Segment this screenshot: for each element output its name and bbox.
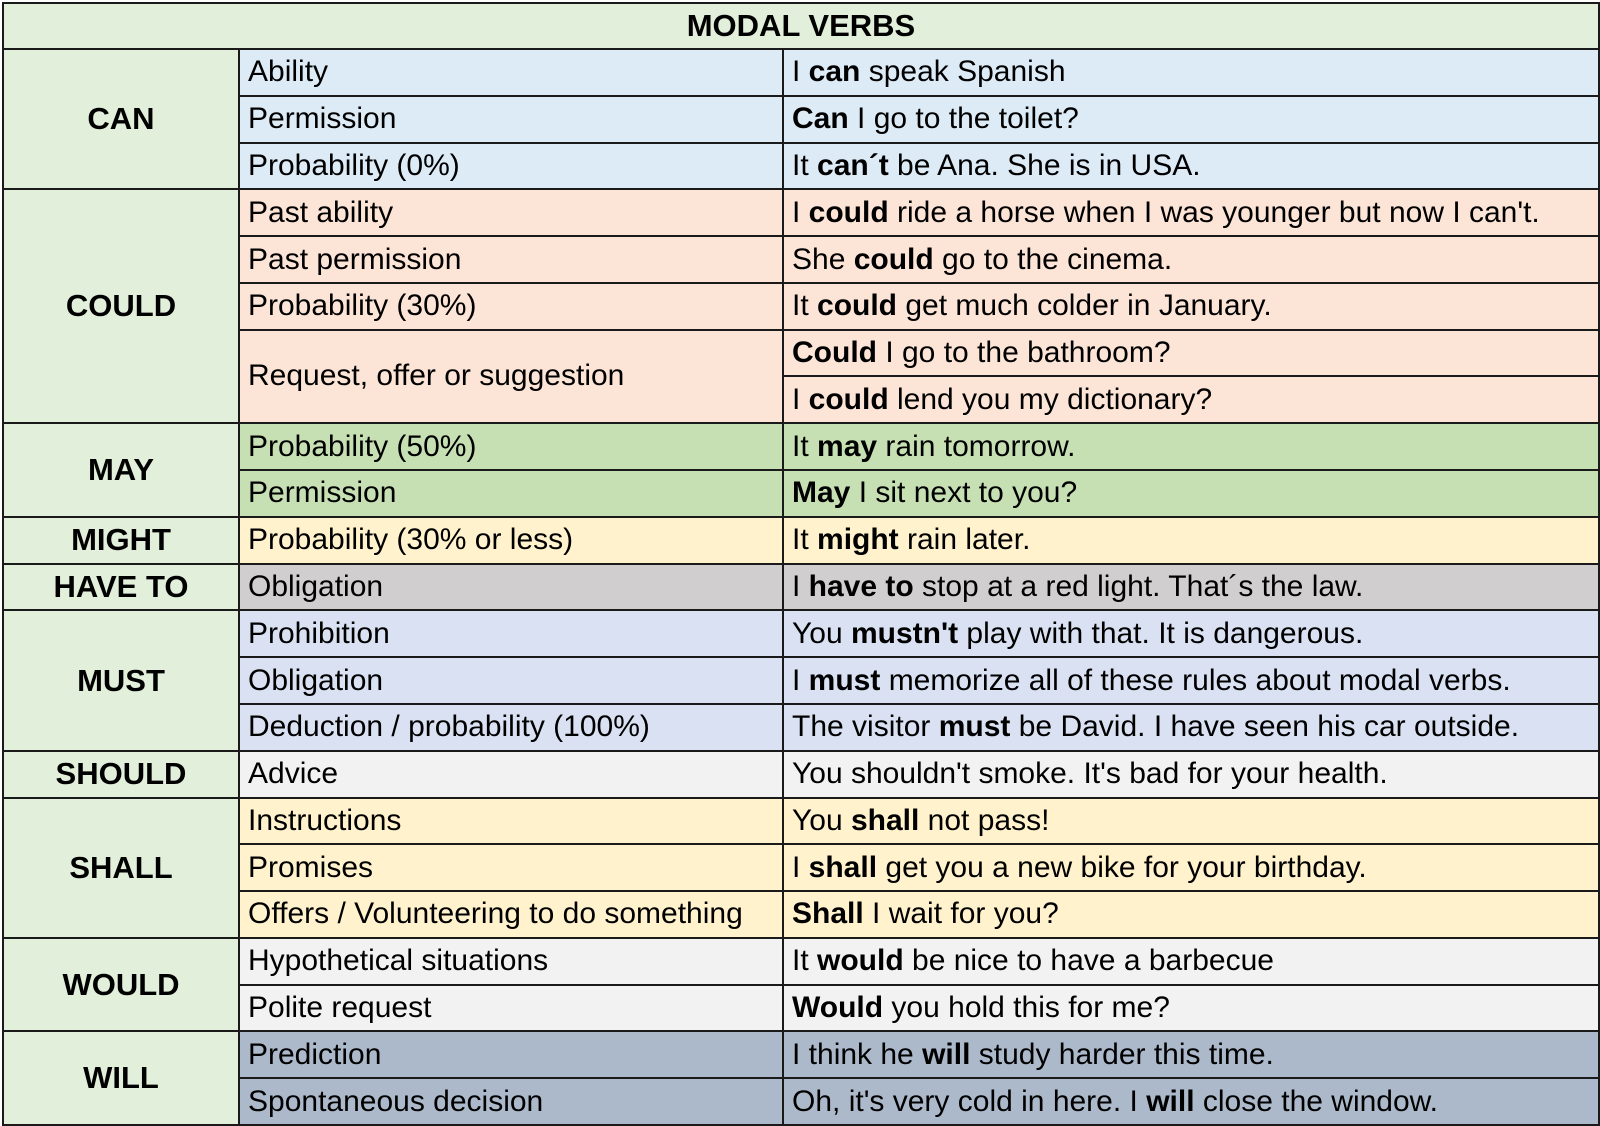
example-text: It xyxy=(792,429,818,463)
example-text: speak Spanish xyxy=(860,55,1066,89)
table-row xyxy=(3,423,1599,470)
table-row xyxy=(3,330,1599,377)
example-text: I sit next to you? xyxy=(850,476,1078,510)
modal-verb-highlight: would xyxy=(817,944,904,978)
table-row xyxy=(3,283,1599,330)
example-cell xyxy=(783,985,1599,1032)
modal-verb-highlight: will xyxy=(922,1037,971,1071)
title-row xyxy=(3,3,1599,49)
modal-verb-highlight: Would xyxy=(792,991,884,1025)
table-row xyxy=(3,844,1599,891)
example-text: lend you my dictionary? xyxy=(888,382,1213,416)
modal-verb-highlight: could xyxy=(817,289,898,323)
example-text: I xyxy=(792,663,809,697)
modal-verb-highlight: shall xyxy=(808,850,878,884)
example-text: rain later. xyxy=(898,523,1031,557)
table-row xyxy=(3,891,1599,938)
usage-cell: Promises xyxy=(239,844,783,891)
example-text: I go to the toilet? xyxy=(848,102,1079,136)
modal-verb-highlight: may xyxy=(817,429,878,463)
example-text: memorize all of these rules about modal verbs. xyxy=(880,663,1511,697)
example-text: you hold this for me? xyxy=(883,991,1170,1025)
example-cell xyxy=(783,844,1599,891)
example-text: It xyxy=(792,523,818,557)
table-row xyxy=(3,564,1599,611)
usage-cell: Advice xyxy=(239,751,783,798)
modal-verb-highlight: mustn't xyxy=(850,616,959,650)
modal-verb-cell: WILL xyxy=(3,1031,239,1125)
usage-cell: Past ability xyxy=(239,189,783,236)
modal-verb-cell: COULD xyxy=(3,189,239,423)
example-cell xyxy=(783,1031,1599,1078)
example-text: It xyxy=(792,289,818,323)
example-text: ride a horse when I was younger but now I can't. xyxy=(888,195,1540,229)
usage-cell: Probability (50%) xyxy=(239,423,783,470)
example-text: be David. I have seen his car outside. xyxy=(1010,710,1520,744)
modal-verb-highlight: might xyxy=(817,523,899,557)
table-row xyxy=(3,143,1599,190)
usage-cell: Probability (30% or less) xyxy=(239,517,783,564)
table-row xyxy=(3,657,1599,704)
modal-verb-highlight: will xyxy=(1146,1084,1195,1118)
modal-verb-cell: MAY xyxy=(3,423,239,517)
usage-cell: Polite request xyxy=(239,985,783,1032)
table-row xyxy=(3,517,1599,564)
example-text: I xyxy=(792,382,809,416)
modal-verb-highlight: must xyxy=(938,710,1011,744)
modal-verb-highlight: Can xyxy=(792,102,849,136)
example-text: You xyxy=(792,616,851,650)
modal-verb-highlight: shall xyxy=(850,803,920,837)
example-text: Oh, it's very cold in here. I xyxy=(792,1084,1147,1118)
usage-cell: Instructions xyxy=(239,798,783,845)
table-row xyxy=(3,470,1599,517)
example-cell xyxy=(783,283,1599,330)
table-title: MODAL VERBS xyxy=(3,3,1599,49)
example-text: I go to the bathroom? xyxy=(876,336,1171,370)
table-row xyxy=(3,189,1599,236)
modal-verb-highlight: could xyxy=(808,382,889,416)
example-cell xyxy=(783,330,1599,377)
modal-verb-highlight: can´t xyxy=(817,148,889,182)
example-cell xyxy=(783,564,1599,611)
table-body xyxy=(3,49,1599,1125)
usage-cell: Probability (30%) xyxy=(239,283,783,330)
example-text: rain tomorrow. xyxy=(877,429,1076,463)
example-text: study harder this time. xyxy=(970,1037,1274,1071)
example-text: I xyxy=(792,569,809,603)
modal-verb-cell: MUST xyxy=(3,610,239,750)
example-text: get much colder in January. xyxy=(897,289,1272,323)
example-text: stop at a red light. That´s the law. xyxy=(913,569,1364,603)
usage-cell: Hypothetical situations xyxy=(239,938,783,985)
table-row xyxy=(3,1031,1599,1078)
example-text: It xyxy=(792,148,818,182)
modal-verb-highlight: could xyxy=(808,195,889,229)
usage-cell: Permission xyxy=(239,96,783,143)
usage-cell: Ability xyxy=(239,49,783,96)
modal-verb-highlight: May xyxy=(792,476,851,510)
example-cell xyxy=(783,96,1599,143)
usage-cell: Offers / Volunteering to do something xyxy=(239,891,783,938)
example-text: go to the cinema. xyxy=(933,242,1173,276)
example-cell xyxy=(783,49,1599,96)
example-cell xyxy=(783,704,1599,751)
example-text: You shouldn't smoke. It's bad for your health. xyxy=(792,757,1388,791)
modal-verb-cell: HAVE TO xyxy=(3,564,239,611)
usage-cell: Obligation xyxy=(239,657,783,704)
example-text: It xyxy=(792,944,818,978)
example-cell xyxy=(783,517,1599,564)
example-text: I xyxy=(792,55,809,89)
example-text: I think he xyxy=(792,1037,923,1071)
modal-verbs-table xyxy=(2,2,1600,1126)
table-row xyxy=(3,938,1599,985)
example-cell xyxy=(783,938,1599,985)
table-row xyxy=(3,610,1599,657)
example-cell xyxy=(783,189,1599,236)
example-cell xyxy=(783,470,1599,517)
modal-verb-highlight: have to xyxy=(808,569,914,603)
table-row xyxy=(3,49,1599,96)
example-text: I wait for you? xyxy=(863,897,1059,931)
usage-cell: Request, offer or suggestion xyxy=(239,330,783,424)
table-row xyxy=(3,985,1599,1032)
example-cell xyxy=(783,143,1599,190)
usage-cell: Obligation xyxy=(239,564,783,611)
modal-verb-highlight: could xyxy=(853,242,934,276)
example-text: The visitor xyxy=(792,710,939,744)
modal-verb-highlight: can xyxy=(808,55,861,89)
table-row xyxy=(3,96,1599,143)
usage-cell: Probability (0%) xyxy=(239,143,783,190)
table-row xyxy=(3,1078,1599,1125)
example-cell xyxy=(783,236,1599,283)
modal-verb-cell: SHALL xyxy=(3,798,239,938)
example-text: play with that. It is dangerous. xyxy=(958,616,1364,650)
example-cell xyxy=(783,423,1599,470)
modal-verb-cell: WOULD xyxy=(3,938,239,1032)
example-text: You xyxy=(792,803,851,837)
modal-verb-cell: MIGHT xyxy=(3,517,239,564)
example-cell xyxy=(783,1078,1599,1125)
example-text: be nice to have a barbecue xyxy=(903,944,1274,978)
table-row xyxy=(3,704,1599,751)
example-cell xyxy=(783,657,1599,704)
example-cell xyxy=(783,798,1599,845)
modal-verb-highlight: Shall xyxy=(792,897,864,931)
example-text: not pass! xyxy=(919,803,1050,837)
example-cell xyxy=(783,891,1599,938)
example-text: be Ana. She is in USA. xyxy=(888,148,1201,182)
example-cell xyxy=(783,610,1599,657)
modal-verb-cell: CAN xyxy=(3,49,239,189)
example-text: She xyxy=(792,242,854,276)
modal-verb-highlight: Could xyxy=(792,336,877,370)
example-cell xyxy=(783,751,1599,798)
example-text: I xyxy=(792,850,809,884)
usage-cell: Past permission xyxy=(239,236,783,283)
example-text: get you a new bike for your birthday. xyxy=(877,850,1367,884)
usage-cell: Permission xyxy=(239,470,783,517)
modal-verb-cell: SHOULD xyxy=(3,751,239,798)
table-row xyxy=(3,236,1599,283)
modal-verb-highlight: must xyxy=(808,663,881,697)
table-row xyxy=(3,751,1599,798)
example-cell xyxy=(783,376,1599,423)
usage-cell: Prohibition xyxy=(239,610,783,657)
example-text: I xyxy=(792,195,809,229)
usage-cell: Prediction xyxy=(239,1031,783,1078)
example-text: close the window. xyxy=(1194,1084,1439,1118)
table-row xyxy=(3,798,1599,845)
usage-cell: Spontaneous decision xyxy=(239,1078,783,1125)
usage-cell: Deduction / probability (100%) xyxy=(239,704,783,751)
